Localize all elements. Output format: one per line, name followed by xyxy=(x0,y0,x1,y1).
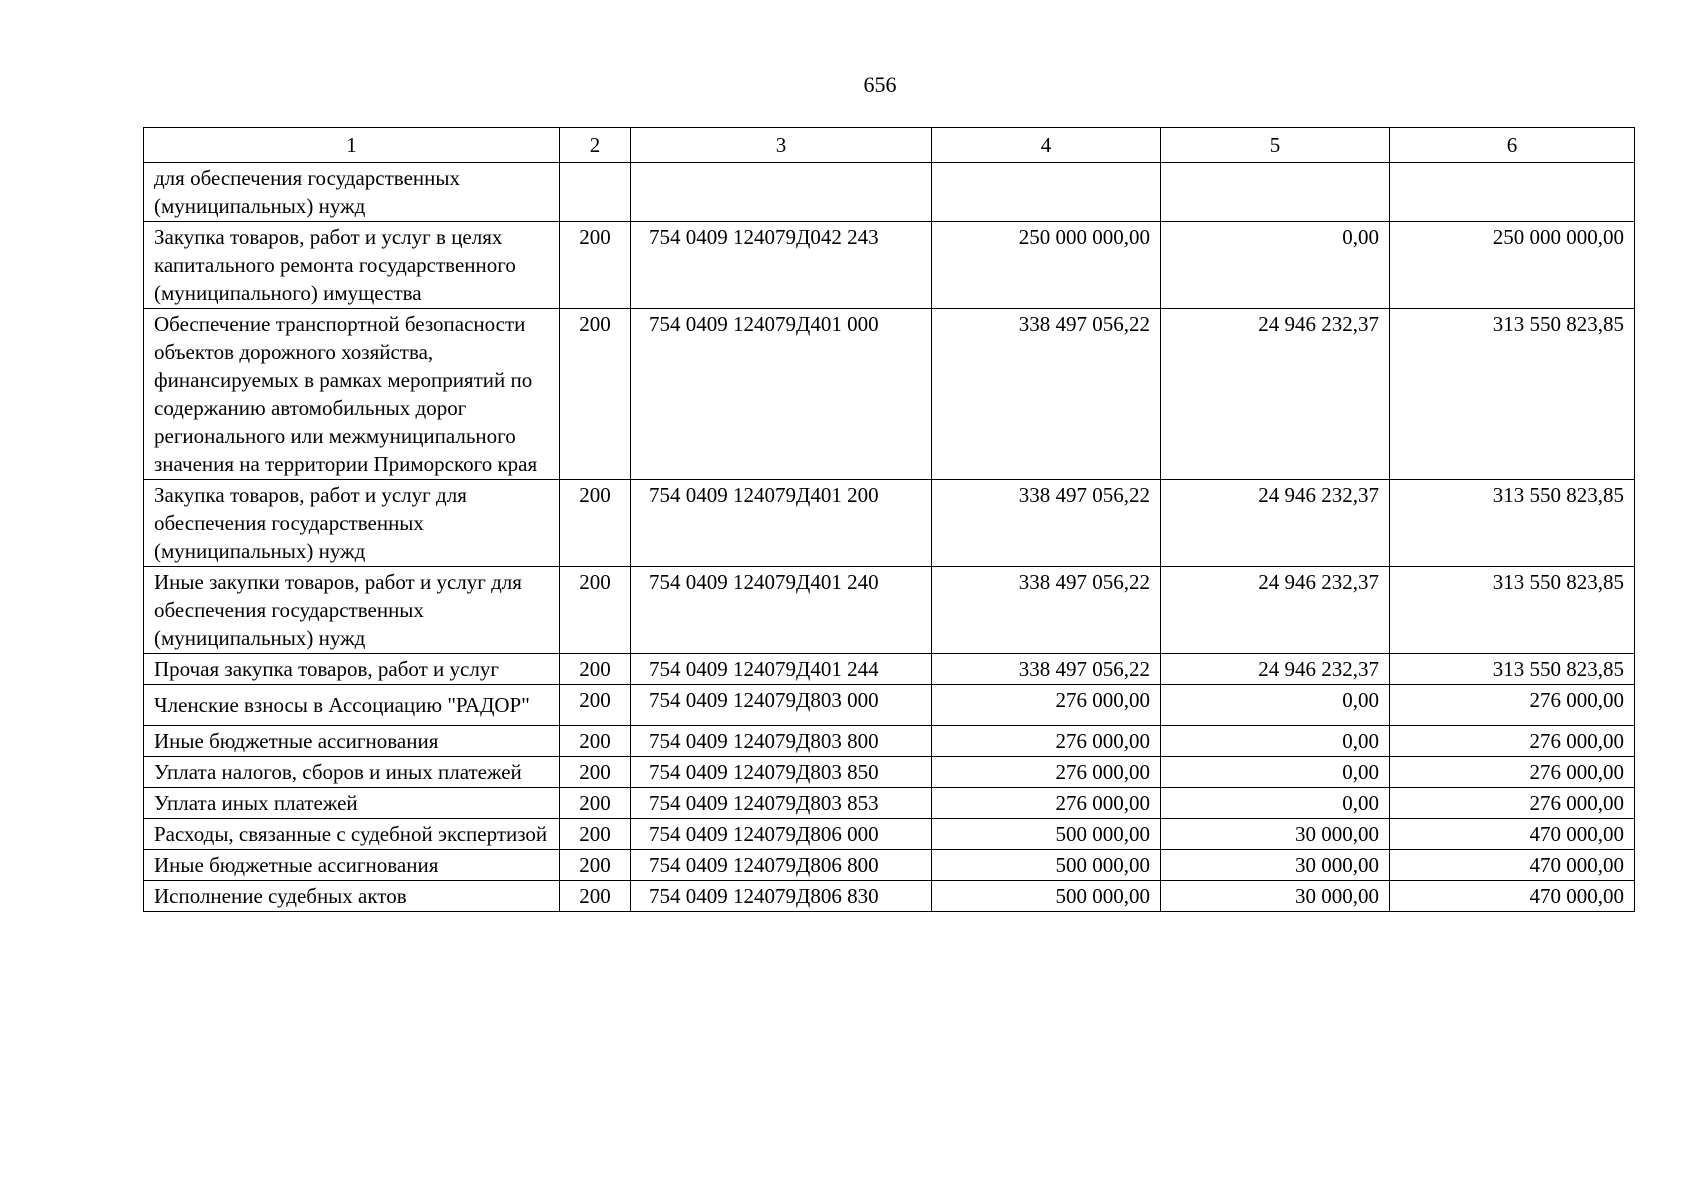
table-row xyxy=(144,480,1635,567)
row-name: Иные бюджетные ассигнования xyxy=(144,850,560,881)
row-kbk: 754 0409 124079Д806 000 xyxy=(631,819,932,850)
row-value-4: 500 000,00 xyxy=(932,881,1161,912)
row-value-6: 470 000,00 xyxy=(1390,881,1635,912)
row-name: для обеспечения государственных (муниципальных) нужд xyxy=(144,163,560,222)
row-code: 200 xyxy=(560,654,631,685)
row-code: 200 xyxy=(560,881,631,912)
table-header-row xyxy=(144,128,1635,163)
row-code: 200 xyxy=(560,222,631,309)
row-name: Иные бюджетные ассигнования xyxy=(144,726,560,757)
table-row xyxy=(144,850,1635,881)
column-header-5: 5 xyxy=(1161,128,1390,163)
row-code: 200 xyxy=(560,819,631,850)
row-value-4: 500 000,00 xyxy=(932,819,1161,850)
row-value-5: 24 946 232,37 xyxy=(1161,654,1390,685)
row-value-4: 276 000,00 xyxy=(932,788,1161,819)
row-code: 200 xyxy=(560,685,631,726)
row-kbk: 754 0409 124079Д806 800 xyxy=(631,850,932,881)
row-kbk: 754 0409 124079Д806 830 xyxy=(631,881,932,912)
table-row xyxy=(144,567,1635,654)
table-row xyxy=(144,819,1635,850)
row-value-4: 338 497 056,22 xyxy=(932,654,1161,685)
row-value-4: 500 000,00 xyxy=(932,850,1161,881)
row-code: 200 xyxy=(560,567,631,654)
table-row xyxy=(144,788,1635,819)
row-kbk: 754 0409 124079Д401 244 xyxy=(631,654,932,685)
row-kbk xyxy=(631,163,932,222)
row-code: 200 xyxy=(560,480,631,567)
row-kbk: 754 0409 124079Д042 243 xyxy=(631,222,932,309)
row-value-6: 313 550 823,85 xyxy=(1390,654,1635,685)
column-header-2: 2 xyxy=(560,128,631,163)
row-value-4: 338 497 056,22 xyxy=(932,309,1161,480)
column-header-1: 1 xyxy=(144,128,560,163)
table-row xyxy=(144,881,1635,912)
row-value-5: 24 946 232,37 xyxy=(1161,567,1390,654)
row-name: Членские взносы в Ассоциацию "РАДОР" xyxy=(144,685,560,726)
row-value-5: 24 946 232,37 xyxy=(1161,309,1390,480)
row-code: 200 xyxy=(560,309,631,480)
row-code: 200 xyxy=(560,757,631,788)
row-value-5: 0,00 xyxy=(1161,757,1390,788)
row-kbk: 754 0409 124079Д803 853 xyxy=(631,788,932,819)
row-value-5: 0,00 xyxy=(1161,726,1390,757)
row-code: 200 xyxy=(560,788,631,819)
table-row xyxy=(144,222,1635,309)
row-kbk: 754 0409 124079Д401 240 xyxy=(631,567,932,654)
row-value-4 xyxy=(932,163,1161,222)
row-value-5 xyxy=(1161,163,1390,222)
row-kbk: 754 0409 124079Д803 000 xyxy=(631,685,932,726)
row-name: Закупка товаров, работ и услуг в целях капитального ремонта государственного (муниципального) имущества xyxy=(144,222,560,309)
row-value-5: 30 000,00 xyxy=(1161,819,1390,850)
row-value-6: 313 550 823,85 xyxy=(1390,567,1635,654)
row-value-6: 276 000,00 xyxy=(1390,757,1635,788)
table-row xyxy=(144,726,1635,757)
table-row xyxy=(144,163,1635,222)
row-name: Расходы, связанные с судебной экспертизой xyxy=(144,819,560,850)
row-value-6: 276 000,00 xyxy=(1390,788,1635,819)
row-name: Закупка товаров, работ и услуг для обеспечения государственных (муниципальных) нужд xyxy=(144,480,560,567)
table-row xyxy=(144,757,1635,788)
row-value-5: 30 000,00 xyxy=(1161,850,1390,881)
row-name: Уплата иных платежей xyxy=(144,788,560,819)
row-code: 200 xyxy=(560,726,631,757)
table-row xyxy=(144,685,1635,726)
table-row xyxy=(144,309,1635,480)
row-value-6 xyxy=(1390,163,1635,222)
row-value-5: 24 946 232,37 xyxy=(1161,480,1390,567)
row-value-4: 276 000,00 xyxy=(932,685,1161,726)
row-value-4: 250 000 000,00 xyxy=(932,222,1161,309)
row-value-5: 0,00 xyxy=(1161,685,1390,726)
page-number: 656 xyxy=(863,72,897,97)
row-name: Уплата налогов, сборов и иных платежей xyxy=(144,757,560,788)
row-code: 200 xyxy=(560,850,631,881)
row-code xyxy=(560,163,631,222)
row-value-4: 338 497 056,22 xyxy=(932,480,1161,567)
row-value-5: 0,00 xyxy=(1161,788,1390,819)
row-name: Прочая закупка товаров, работ и услуг xyxy=(144,654,560,685)
row-value-6: 313 550 823,85 xyxy=(1390,309,1635,480)
row-name: Иные закупки товаров, работ и услуг для обеспечения государственных (муниципальных) нужд xyxy=(144,567,560,654)
row-value-6: 313 550 823,85 xyxy=(1390,480,1635,567)
column-header-6: 6 xyxy=(1390,128,1635,163)
row-value-5: 30 000,00 xyxy=(1161,881,1390,912)
row-value-4: 338 497 056,22 xyxy=(932,567,1161,654)
row-value-6: 250 000 000,00 xyxy=(1390,222,1635,309)
budget-table xyxy=(143,127,1635,912)
row-name: Исполнение судебных актов xyxy=(144,881,560,912)
row-value-6: 276 000,00 xyxy=(1390,726,1635,757)
row-kbk: 754 0409 124079Д401 200 xyxy=(631,480,932,567)
column-header-3: 3 xyxy=(631,128,932,163)
row-kbk: 754 0409 124079Д401 000 xyxy=(631,309,932,480)
row-value-6: 276 000,00 xyxy=(1390,685,1635,726)
row-value-4: 276 000,00 xyxy=(932,726,1161,757)
row-kbk: 754 0409 124079Д803 800 xyxy=(631,726,932,757)
table-row xyxy=(144,654,1635,685)
column-header-4: 4 xyxy=(932,128,1161,163)
row-value-6: 470 000,00 xyxy=(1390,850,1635,881)
row-name: Обеспечение транспортной безопасности объектов дорожного хозяйства, финансируемых в рамках мероприятий по содержанию автомобильных дорог регионального или межмуниципального значения на территории Приморского края xyxy=(144,309,560,480)
row-value-6: 470 000,00 xyxy=(1390,819,1635,850)
row-value-5: 0,00 xyxy=(1161,222,1390,309)
row-value-4: 276 000,00 xyxy=(932,757,1161,788)
row-kbk: 754 0409 124079Д803 850 xyxy=(631,757,932,788)
